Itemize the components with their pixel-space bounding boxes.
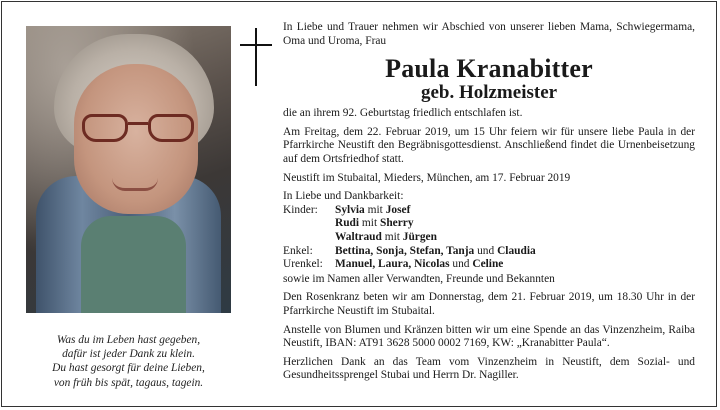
enkel-label: Enkel: <box>283 244 313 257</box>
memorial-poem <box>20 333 237 390</box>
donation-info: Anstelle von Blumen und Kränzen bitten wir um eine Spende an das Vinzenzheim, Raiba Neustift, IBAN: AT91 3628 5000 0002 7169, KW: „Kranabitter Paula“. <box>283 323 695 350</box>
maiden-name: geb. Holzmeister <box>420 82 558 104</box>
obituary-text <box>283 21 695 383</box>
funeral-service: Am Freitag, dem 22. Februar 2019, um 15 Uhr feiern wir für unsere liebe Paula in der Pfarrkirche Neustift den Begräbnisgottesdienst. Anschließend findet die Urnenbeisetzung auf dem Ortsfriedhof statt. <box>283 125 695 165</box>
place-date: Neustift im Stubaital, Mieders, München, am 17. Februar 2019 <box>283 171 571 184</box>
poem-line: Was du im Leben hast gegeben, <box>56 334 201 346</box>
kinder-label: Kinder: <box>283 203 318 216</box>
poem-line: Du hast gesorgt für deine Lieben, <box>52 362 205 375</box>
rosary-info: Den Rosenkranz beten wir am Donnerstag, dem 21. Februar 2019, um 18.30 Uhr in der Pfarrkirche Neustift im Stubaital. <box>283 291 695 317</box>
intro-text: In Liebe und Trauer nehmen wir Abschied von unserer lieben Mama, Schwiegermama, Oma und Uroma, Frau <box>283 21 695 47</box>
poem-line: von früh bis spät, tagaus, tagein. <box>53 376 204 389</box>
gratitude-line: In Liebe und Dankbarkeit: <box>283 190 404 203</box>
enkel-row: Bettina, Sonja, Stefan, Tanja und Claudia <box>335 244 536 257</box>
kinder-row: Waltraud mit Jürgen <box>335 230 437 243</box>
glasses-icon <box>82 114 194 146</box>
portrait-photo <box>26 26 231 313</box>
age-line: die an ihrem 92. Geburtstag friedlich entschlafen ist. <box>283 107 523 120</box>
photo-shirt <box>81 216 186 313</box>
urenkel-label: Urenkel: <box>283 258 323 271</box>
photo-smile <box>112 178 158 191</box>
urenkel-row: Manuel, Laura, Nicolas und Celine <box>335 258 504 271</box>
kinder-row: Rudi mit Sherry <box>335 217 414 230</box>
cross-icon <box>240 28 274 86</box>
thanks-text: Herzlichen Dank an das Team vom Vinzenzheim in Neustift, dem Sozial- und Gesundheitssprengel Stubai und Herrn Dr. Nagiller. <box>283 355 695 382</box>
relatives-line: sowie im Namen aller Verwandten, Freunde und Bekannten <box>283 272 555 285</box>
kinder-row: Sylvia mit Josef <box>335 203 411 216</box>
poem-line: dafür ist jeder Dank zu klein. <box>62 348 195 361</box>
family-list <box>283 204 695 272</box>
deceased-name: Paula Kranabitter <box>385 54 593 84</box>
